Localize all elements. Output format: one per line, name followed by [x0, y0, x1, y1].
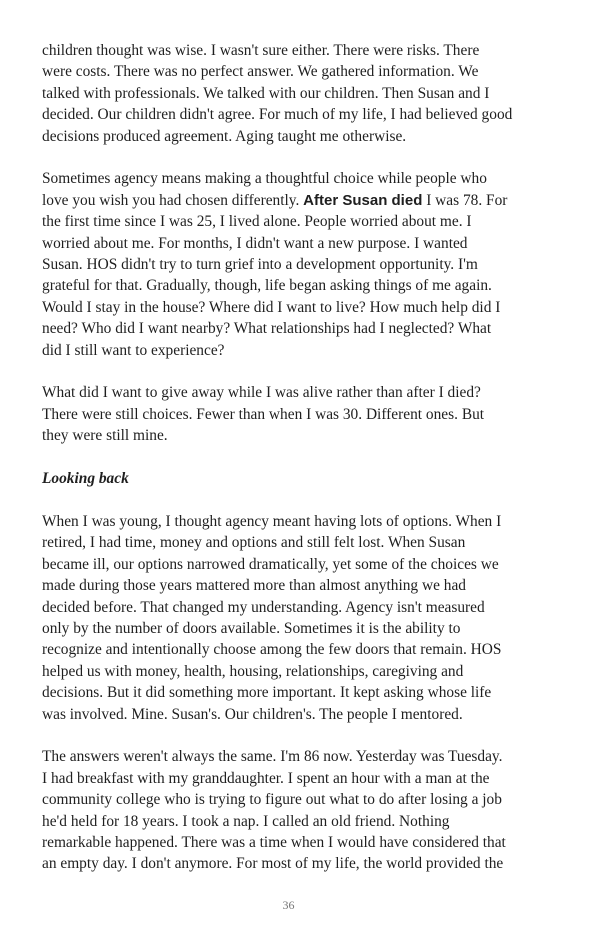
text-line: worried about me. For months, I didn't want a new purpose. I wanted: [42, 234, 468, 252]
text-line: remarkable happened. There was a time when I would have considered that: [42, 833, 506, 851]
page-number: 36: [282, 898, 295, 912]
paragraph-1: [42, 40, 542, 147]
text-line: need? Who did I want nearby? What relationships had I neglected? What: [42, 320, 492, 338]
text-line: the first time since I was 25, I lived alone. People worried about me. I: [42, 213, 472, 231]
paragraph-gap: [42, 361, 542, 382]
paragraph-5: [42, 746, 542, 874]
text-line: decisions. But it did something more important. It kept asking whose life: [42, 684, 492, 702]
text-line: Susan. HOS didn't try to turn grief into a development opportunity. I'm: [42, 256, 478, 274]
text-line: decided before. That changed my understanding. Agency isn't measured: [42, 598, 485, 616]
paragraph-gap: [42, 725, 542, 746]
text-line: they were still mine.: [42, 427, 168, 445]
paragraph-2: [42, 168, 542, 361]
section-heading: Looking back: [42, 470, 129, 488]
paragraph-gap: [42, 489, 542, 510]
text-line: only by the number of doors available. Sometimes it is the ability to: [42, 619, 461, 637]
text-line: he'd held for 18 years. I took a nap. I called an old friend. Nothing: [42, 812, 450, 830]
text-line: retired, I had time, money and options and still felt lost. When Susan: [42, 534, 466, 552]
text-line: decisions produced agreement. Aging taught me otherwise.: [42, 127, 407, 145]
paragraph-gap: [42, 447, 542, 468]
bold-emphasis: After Susan died: [303, 191, 423, 209]
text-line: Would I stay in the house? Where did I want to live? How much help did I: [42, 298, 501, 316]
text-line: children thought was wise. I wasn't sure either. There were risks. There: [42, 42, 480, 59]
text-line: Sometimes agency means making a thoughtful choice while people who: [42, 170, 487, 188]
text-line: helped us with money, health, housing, relationships, caregiving and: [42, 662, 464, 680]
text-line: was involved. Mine. Susan's. Our children's. The people I mentored.: [42, 705, 463, 723]
text-segment: love you wish you had chosen differently.: [42, 191, 304, 209]
text-line: I had breakfast with my granddaughter. I spent an hour with a man at the: [42, 769, 490, 787]
text-line: became ill, our options narrowed dramatically, yet some of the choices we: [42, 555, 499, 573]
text-line: grateful for that. Gradually, though, life began asking things of me again.: [42, 277, 492, 295]
text-line: When I was young, I thought agency meant having lots of options. When I: [42, 512, 502, 530]
text-line: recognize and intentionally choose among the few doors that remain. HOS: [42, 641, 502, 659]
text-line: did I still want to experience?: [42, 341, 225, 359]
text-line: an empty day. I don't anymore. For most of my life, the world provided the: [42, 855, 504, 873]
paragraph-4: [42, 511, 542, 725]
text-line: [42, 190, 542, 211]
text-line: talked with professionals. We talked with our children. Then Susan and I: [42, 84, 490, 102]
text-line: decided. Our children didn't agree. For much of my life, I had believed good: [42, 106, 513, 124]
text-line: community college who is trying to figure out what to do after losing a job: [42, 791, 502, 809]
text-line: were costs. There was no perfect answer. We gathered information. We: [42, 63, 479, 81]
text-line: What did I want to give away while I was alive rather than after I died?: [42, 384, 481, 402]
paragraph-3: [42, 382, 542, 446]
text-line: made during those years mattered more than almost anything we had: [42, 577, 466, 595]
paragraph-gap: [42, 147, 542, 168]
page-body: [42, 40, 542, 875]
text-segment: I was 78. For: [422, 191, 508, 209]
text-line: The answers weren't always the same. I'm 86 now. Yesterday was Tuesday.: [42, 748, 503, 766]
text-line: There were still choices. Fewer than when I was 30. Different ones. But: [42, 405, 485, 423]
